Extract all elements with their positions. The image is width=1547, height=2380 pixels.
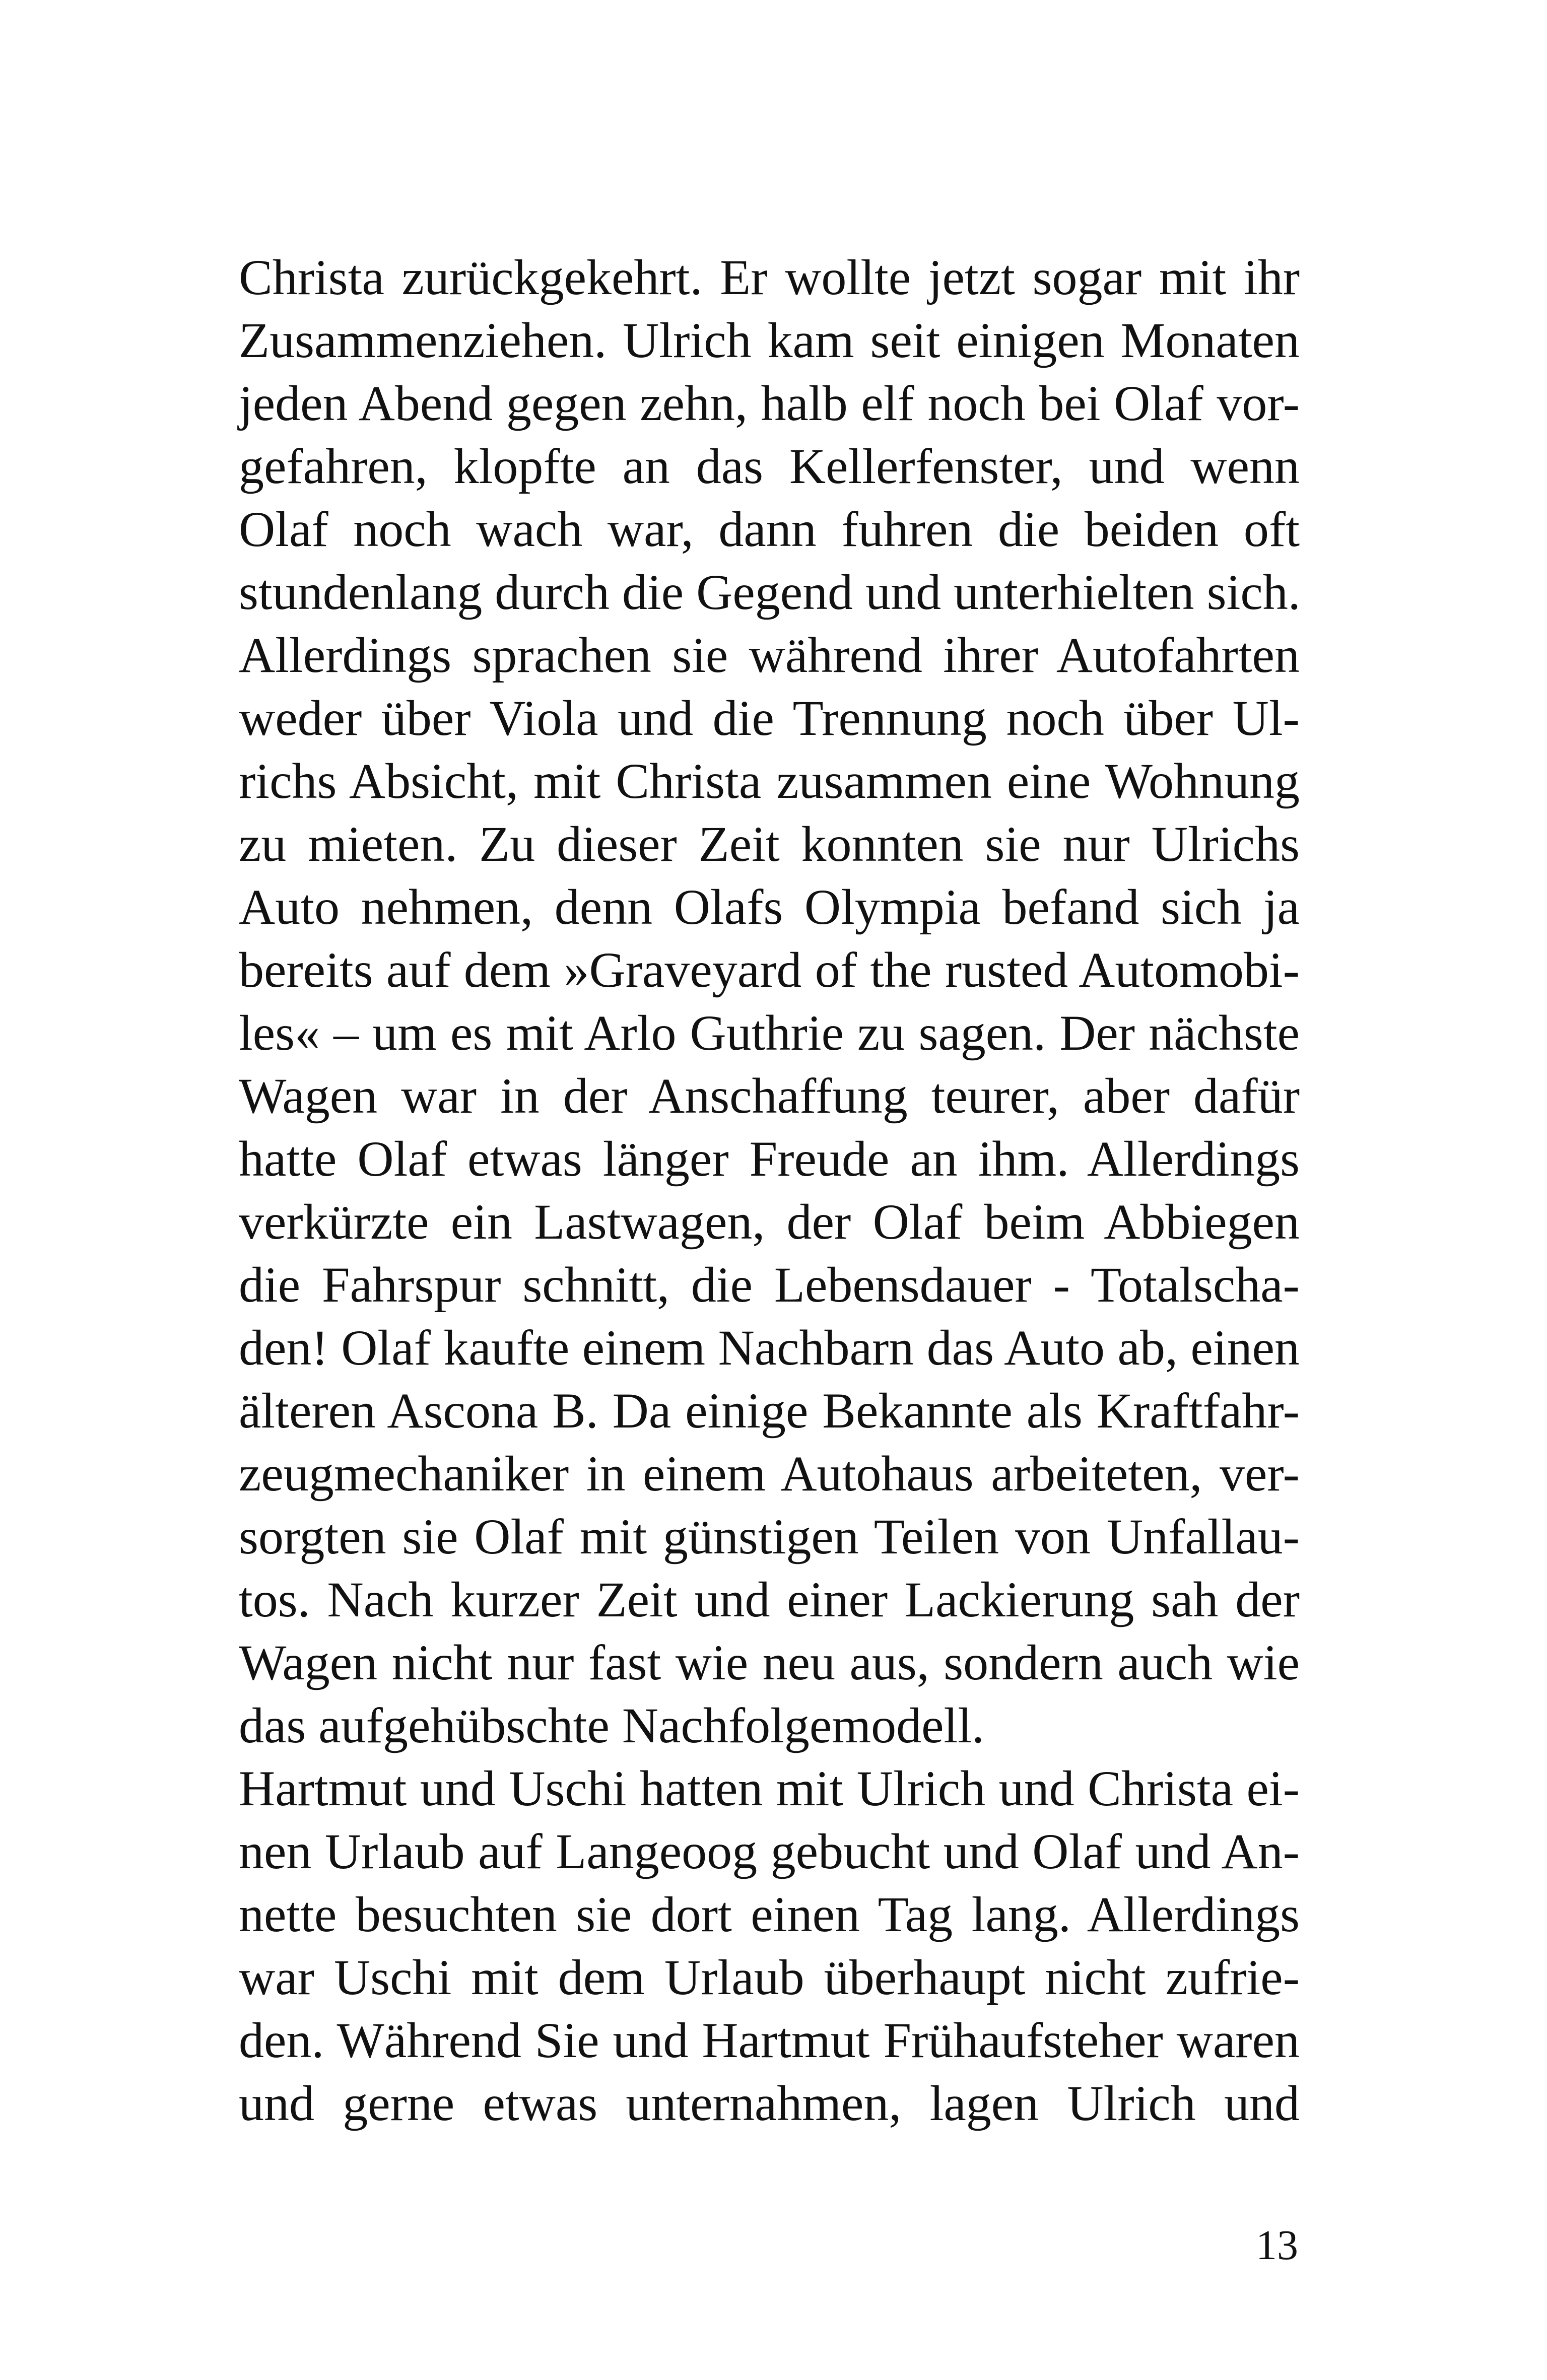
text-line: älteren Ascona B. Da einige Bekannte als Kraftfahr- bbox=[239, 1383, 1300, 1439]
text-line: tos. Nach kurzer Zeit und einer Lackierung sah der bbox=[239, 1572, 1300, 1627]
text-line: Allerdings sprachen sie während ihrer Autofahrten bbox=[239, 627, 1300, 683]
text-line: bereits auf dem »Graveyard of the rusted Automobi- bbox=[239, 942, 1300, 998]
text-line: zeugmechaniker in einem Autohaus arbeiteten, ver- bbox=[239, 1446, 1300, 1502]
text-line: den. Während Sie und Hartmut Frühaufsteher waren bbox=[239, 2012, 1300, 2068]
text-line: les« – um es mit Arlo Guthrie zu sagen. Der nächste bbox=[239, 1005, 1300, 1061]
text-line: Olaf noch wach war, dann fuhren die beiden oft bbox=[239, 501, 1300, 557]
page-number: 13 bbox=[1256, 2222, 1298, 2269]
text-line: war Uschi mit dem Urlaub überhaupt nicht zufrie- bbox=[239, 1949, 1300, 2005]
text-line: weder über Viola und die Trennung noch über Ul- bbox=[239, 690, 1300, 746]
text-line: die Fahrspur schnitt, die Lebensdauer - Totalscha- bbox=[239, 1257, 1300, 1313]
text-line: stundenlang durch die Gegend und unterhielten sich. bbox=[239, 564, 1301, 620]
text-line: den! Olaf kaufte einem Nachbarn das Auto ab, einen bbox=[239, 1320, 1300, 1376]
text-line: jeden Abend gegen zehn, halb elf noch bei Olaf vor- bbox=[239, 375, 1300, 431]
text-line: Zusammenziehen. Ulrich kam seit einigen Monaten bbox=[239, 312, 1300, 368]
text-line: verkürzte ein Lastwagen, der Olaf beim Abbiegen bbox=[239, 1194, 1300, 1250]
text-line: Wagen nicht nur fast wie neu aus, sondern auch wie bbox=[239, 1635, 1300, 1690]
text-line: und gerne etwas unternahmen, lagen Ulrich und bbox=[239, 2075, 1300, 2131]
text-line: richs Absicht, mit Christa zusammen eine Wohnung bbox=[239, 753, 1300, 809]
body-text bbox=[239, 246, 1300, 2135]
text-line: das aufgehübschte Nachfolgemodell. bbox=[239, 1697, 985, 1753]
text-line: Christa zurückgekehrt. Er wollte jetzt sogar mit ihr bbox=[239, 249, 1300, 305]
text-line: gefahren, klopfte an das Kellerfenster, und wenn bbox=[239, 438, 1300, 494]
text-line: Wagen war in der Anschaffung teurer, aber dafür bbox=[239, 1068, 1300, 1124]
text-line: hatte Olaf etwas länger Freude an ihm. Allerdings bbox=[239, 1131, 1300, 1187]
text-line: Auto nehmen, denn Olafs Olympia befand sich ja bbox=[239, 879, 1300, 935]
text-line: nen Urlaub auf Langeoog gebucht und Olaf und An- bbox=[239, 1823, 1300, 1879]
text-line: nette besuchten sie dort einen Tag lang. Allerdings bbox=[239, 1886, 1300, 1942]
text-line: sorgten sie Olaf mit günstigen Teilen von Unfallau- bbox=[239, 1509, 1300, 1565]
text-line: Hartmut und Uschi hatten mit Ulrich und Christa ei- bbox=[239, 1760, 1300, 1816]
text-line: zu mieten. Zu dieser Zeit konnten sie nur Ulrichs bbox=[239, 816, 1300, 872]
